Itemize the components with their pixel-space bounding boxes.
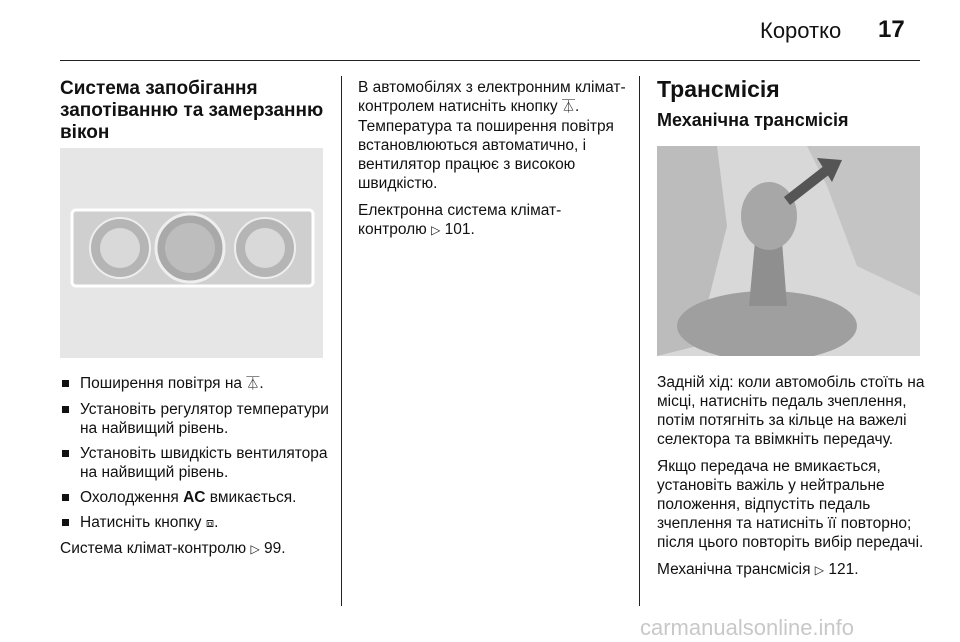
cross-reference-arrow-icon: ▷	[250, 542, 260, 556]
rear-window-heat-icon: ⧈	[205, 516, 215, 531]
left-column	[60, 78, 330, 144]
list-item: Установіть регулятор температури на найвищий рівень.	[60, 400, 335, 438]
header-rule	[60, 60, 920, 61]
climate-panel-drawing	[60, 148, 323, 358]
windscreen-defrost-icon: ⏄	[561, 100, 575, 115]
climate-controls-illustration	[60, 148, 323, 358]
page-number: 17	[878, 16, 905, 43]
left-column-body	[60, 374, 335, 567]
right-column-body	[657, 373, 927, 588]
header-title: Коротко	[760, 18, 842, 43]
paragraph: Задній хід: коли автомобіль стоїть на місці, натисніть педаль зчеплення, потім потягніть за кільце на важелі селектора та ввімкніть передачу.	[657, 374, 925, 448]
right-column	[657, 76, 922, 130]
instruction-list	[60, 374, 335, 533]
middle-column	[358, 78, 630, 248]
cross-reference: Система клімат-контролю ▷ 99.	[60, 540, 286, 557]
watermark: carmanualsonline.info	[640, 615, 855, 640]
paragraph: Якщо передача не вмикається, установіть важіль у нейтральне положення, відпустіть педаль зчеплення та натисніть її повторно; після цього повторіть вибір передачі.	[657, 458, 924, 551]
list-item: Охолодження AC вмикається.	[60, 488, 335, 507]
paragraph: В автомобілях з електронним клімат-контролем натисніть кнопку ⏄. Температура та поширення повітря встановлюються автоматично, і вентилятор працює з високою швидкістю.	[358, 79, 626, 192]
cross-reference-arrow-icon: ▷	[431, 223, 441, 237]
column-divider-2	[639, 76, 640, 606]
cross-reference-arrow-icon: ▷	[814, 563, 825, 577]
gearshift-drawing	[657, 146, 920, 356]
section-heading: Система запобігання запотіванню та замерзанню вікон	[60, 78, 324, 143]
cross-reference: Електронна система клімат-контролю ▷ 101.	[358, 202, 562, 238]
column-divider-1	[341, 76, 342, 606]
cross-reference: Механічна трансмісія ▷ 121.	[657, 561, 859, 578]
list-item: Натисніть кнопку ⧈.	[60, 513, 335, 533]
list-item: Установіть швидкість вентилятора на найвищий рівень.	[60, 444, 335, 482]
subsection-heading: Механічна трансмісія	[657, 110, 849, 130]
windscreen-defrost-icon: ⏄	[246, 377, 260, 392]
gear-lever-illustration	[657, 146, 920, 356]
chapter-heading: Трансмісія	[657, 76, 780, 102]
list-item: Поширення повітря на ⏄.	[60, 374, 335, 394]
